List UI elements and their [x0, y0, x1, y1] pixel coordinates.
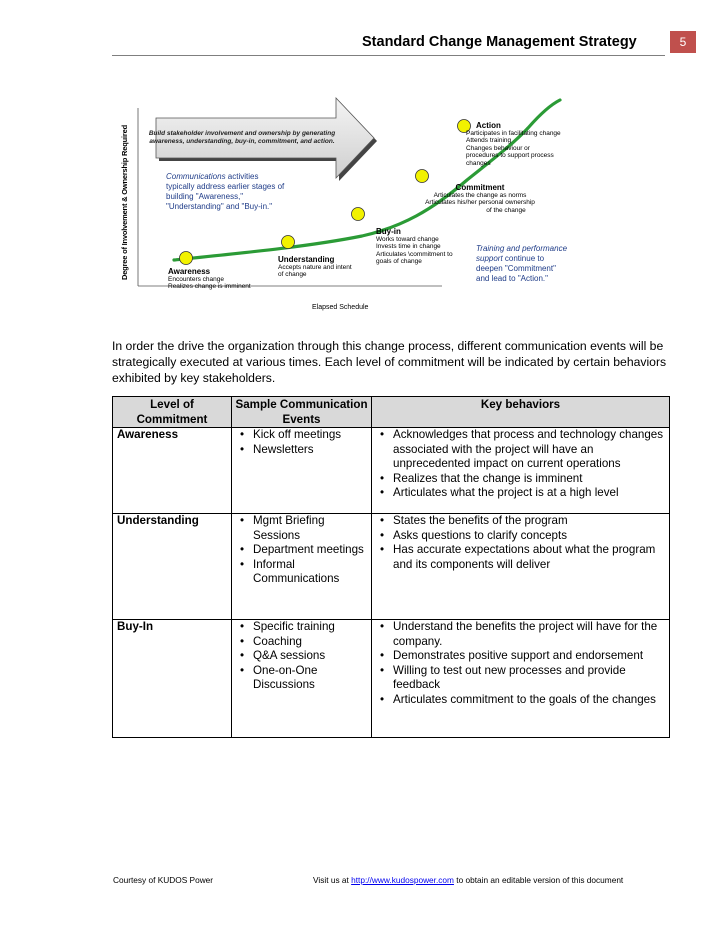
list-item: • Kick off meetings — [235, 428, 368, 443]
table-row — [113, 428, 670, 514]
list-item: • One-on-One Discussions — [235, 664, 368, 693]
footer-courtesy: Courtesy of KUDOS Power — [113, 875, 214, 885]
stage-understanding: Understanding Accepts nature and intent of change — [278, 255, 352, 278]
list-item: • Asks questions to clarify concepts — [375, 529, 666, 544]
stage-buyin-title: Buy-in — [376, 227, 401, 236]
list-item: • Realizes that the change is imminent — [375, 472, 666, 487]
stage-action-title: Action — [476, 121, 501, 130]
stage-awareness: Awareness Encounters change Realizes change is imminent — [168, 267, 251, 290]
table-header-row — [113, 397, 670, 428]
list-item: • Newsletters — [235, 443, 368, 458]
list-item: • States the benefits of the program — [375, 514, 666, 529]
list-item: • Informal Communications — [235, 558, 368, 587]
page-header-title: Standard Change Management Strategy — [362, 34, 637, 50]
communications-note: Communications activities typically address earlier stages of building "Awareness," "Understanding" and "Buy-in." — [166, 172, 285, 211]
header-divider — [112, 55, 665, 56]
stage-buyin: Buy-in Works toward change Invests time in change Articulates \commitment to goals of change — [376, 227, 453, 265]
node-understanding — [282, 236, 295, 249]
list-item: • Articulates what the project is at a high level — [375, 486, 666, 501]
footer-suffix-text: to obtain an editable version of this document — [453, 875, 624, 885]
stage-commitment: Commitment Articulates the change as norms Articulates his/her personal ownership of the change — [410, 184, 550, 214]
page-number-badge: 5 — [670, 31, 696, 53]
header-level: Level of Commitment — [113, 397, 232, 428]
table-row — [113, 514, 670, 620]
commitment-behaviors-table — [112, 396, 670, 738]
node-awareness — [180, 252, 193, 265]
list-item: • Mgmt Briefing Sessions — [235, 514, 368, 543]
level-cell: Buy-In — [113, 620, 232, 738]
behaviors-cell — [372, 514, 670, 620]
header-events: Sample Communication Events — [232, 397, 372, 428]
list-item: • Understand the benefits the project will have for the company. — [375, 620, 666, 649]
events-cell — [232, 620, 372, 738]
training-note: Training and performance support continue to deepen "Commitment" and lead to "Action." — [476, 244, 568, 283]
level-cell: Awareness — [113, 428, 232, 514]
events-cell — [232, 514, 372, 620]
list-item: • Demonstrates positive support and endorsement — [375, 649, 666, 664]
stage-action: Action Participates in facilitating change Attends training Changes behaviour or procedures to support process changes — [466, 121, 561, 167]
list-item: • Has accurate expectations about what the program and its components will deliver — [375, 543, 666, 572]
header-behaviors: Key behaviors — [372, 397, 670, 428]
list-item: • Willing to test out new processes and provide feedback — [375, 664, 666, 693]
node-commitment — [416, 170, 429, 183]
level-cell: Understanding — [113, 514, 232, 620]
intro-paragraph: In order the drive the organization through this change process, different communication events will be strategically executed at various times. Each level of commitment will be indicated by certain behaviors exhibited by key stakeholders. — [112, 339, 667, 385]
stage-awareness-title: Awareness — [168, 267, 211, 276]
stage-commitment-title: Commitment — [455, 183, 505, 192]
arrow-caption: Build stakeholder involvement and ownership by generating awareness, understanding, buy-in, commitment, and action. — [148, 130, 336, 145]
node-buyin — [352, 208, 365, 221]
footer-visit-text: Visit us at — [313, 875, 352, 885]
behaviors-cell — [372, 620, 670, 738]
table-row — [113, 620, 670, 738]
list-item: • Specific training — [235, 620, 368, 635]
list-item: • Q&A sessions — [235, 649, 368, 664]
footer-visit — [313, 875, 623, 885]
list-item: • Articulates commitment to the goals of the changes — [375, 693, 666, 708]
list-item: • Department meetings — [235, 543, 368, 558]
list-item: • Coaching — [235, 635, 368, 650]
list-item: • Acknowledges that process and technology changes associated with the project will have an unprecedented impact on current operations — [375, 428, 666, 472]
footer-website-link[interactable]: http://www.kudospower.com — [351, 875, 454, 885]
x-axis-title: Elapsed Schedule — [312, 304, 369, 311]
events-cell — [232, 428, 372, 514]
stage-understanding-title: Understanding — [278, 255, 335, 264]
behaviors-cell — [372, 428, 670, 514]
y-axis-title: Degree of Involvement & Ownership Required — [120, 125, 129, 280]
